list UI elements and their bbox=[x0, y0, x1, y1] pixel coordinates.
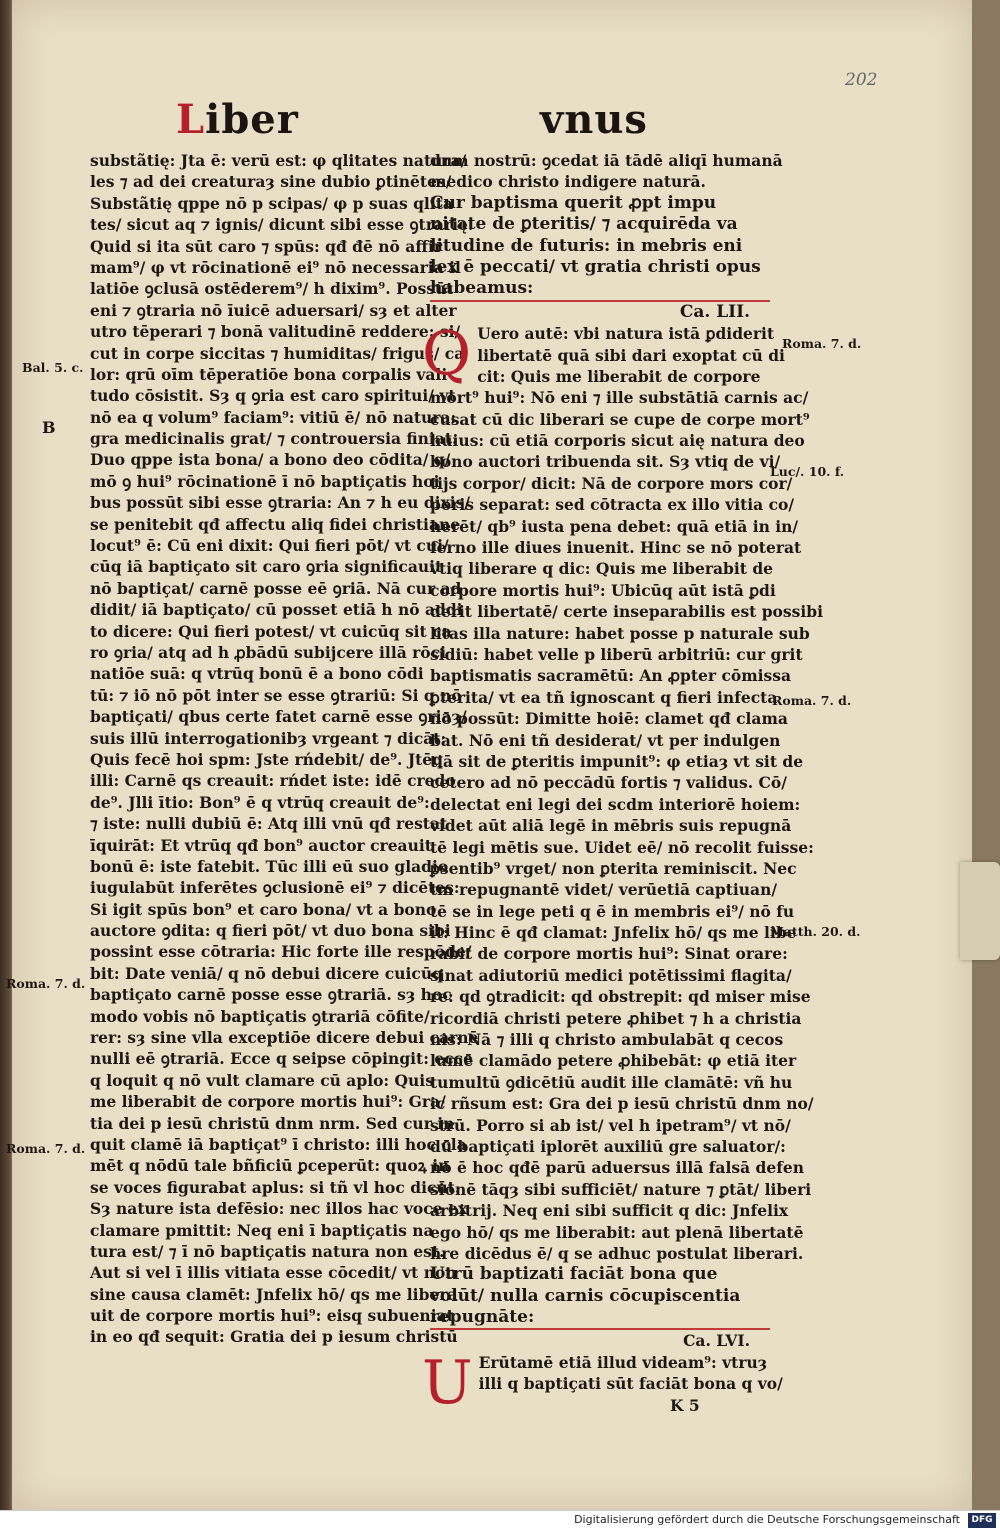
text-line: tē se in lege peti q ē in membris ei⁹/ nō fu bbox=[430, 901, 795, 921]
text-line: Quis fecē hoi spm: Jste rńdebit/ de⁹. Jtēq bbox=[90, 749, 444, 769]
text-line: q loquit q nō vult clamare cū aplo: Quis bbox=[90, 1070, 434, 1090]
text-line: tudo cōsistit. Sȝ q ꝯria est caro spiritui/ vt bbox=[90, 386, 456, 406]
text-line: lumē clamādo petere ꝓhibebāt: φ etiā iter bbox=[430, 1051, 797, 1071]
text-line: Utrū baptizati faciāt bona que bbox=[430, 1264, 718, 1285]
text-line: ferno ille diues inuenit. Hinc se nō poterat bbox=[430, 538, 802, 558]
text-line: locut⁹ ē: Cū eni dixit: Qui fieri pōt/ vt cui/ bbox=[90, 536, 449, 556]
text-line: ⁊ iste: nulli dubiū ē: Atq illi vnū qđ restat bbox=[90, 814, 448, 834]
margin-note-b: B bbox=[42, 418, 56, 437]
margin-note-roma-left-1: Roma. 7. d. bbox=[6, 976, 86, 991]
text-line: tiā sit de ꝑteritis impunit⁹: φ etiaȝ vt sit de bbox=[430, 751, 804, 771]
text-line: nō possūt: Dimitte hoiē: clamet qđ clama bbox=[430, 709, 788, 729]
text-line: cetero ad nō peccādū fortis ⁊ validus. Cō/ bbox=[430, 773, 787, 793]
text-line: illi q baptiçati sūt faciāt bona q vo/ bbox=[478, 1374, 783, 1394]
chapter-heading-52 bbox=[430, 193, 770, 302]
text-line: mēt q nōdū tale bñficiū ꝑceperūt: quoꝝ in bbox=[90, 1156, 450, 1176]
text-line: eni ⁊ ꝯtraria nō īuicē aduersari/ sȝ et alter bbox=[90, 300, 457, 320]
dropcap-u: U bbox=[422, 1347, 473, 1418]
text-line: ꝑterita/ vt ea tñ ignoscant q fieri infecta bbox=[430, 687, 778, 707]
text-line: tes/ sicut aq ⁊ ignis/ dicunt sibi esse ꝯtrarię. bbox=[90, 215, 474, 235]
dfg-logo: DFG bbox=[968, 1513, 996, 1528]
chapter-heading-56 bbox=[430, 1264, 770, 1330]
text-line: sinat adiutoriū medici potētissimi flagita/ bbox=[430, 965, 792, 985]
text-line: se penitebit qđ affectu aliq fidei christiane bbox=[90, 514, 461, 534]
text-line: huius: cū etiā corporis sicut aię natura deo bbox=[430, 431, 805, 451]
text-line: derit libertatē/ certe inseparabilis est possibi bbox=[430, 602, 823, 622]
text-line: re: qd ꝯtradicit: qd obstrepit: qd miser mise bbox=[430, 987, 811, 1007]
text-line: poris separat: sed cōtracta ex illo vitia co/ bbox=[430, 495, 795, 515]
text-line: ego hō/ qs me liberabit: aut plenā libertatē bbox=[430, 1222, 804, 1242]
text-line: lor: qrū oīm tēperatiōe bona corpalis vali bbox=[90, 364, 448, 384]
text-line: nō ē hoc qđē parū aduersus illā falsā defen bbox=[430, 1158, 805, 1178]
text-line: corpore mortis hui⁹: Ubicūq aūt istā ꝑdi bbox=[430, 580, 776, 600]
text-line: hre dicēdus ē/ q se adhuc postulat liberari. bbox=[430, 1243, 804, 1263]
text-line: tm repugnantē videt/ verūetiā captiuan/ bbox=[430, 880, 778, 900]
text-line: delectat eni legi dei scdm interiorē hoiem: bbox=[430, 794, 801, 814]
text-line: nō baptiçat/ carnē posse eē ꝯriā. Nā cur ad bbox=[90, 578, 462, 598]
text-line: tia dei p iesū christū dnm nrm. Sed cur in bbox=[90, 1113, 455, 1133]
text-line: sionē tāqȝ sibi sufficiēt/ nature ⁊ ꝑtāt/ liberi bbox=[430, 1179, 812, 1199]
text-line: mort⁹ hui⁹: Nō eni ⁊ ille substātiā carnis ac/ bbox=[430, 388, 809, 408]
margin-note-matth: Matth. 20. d. bbox=[770, 924, 861, 939]
text-line: les ⁊ ad dei creaturaȝ sine dubio ꝑtinētes/ bbox=[90, 172, 452, 192]
signature-mark: K 5 bbox=[670, 1395, 700, 1415]
text-line: ro ꝯria/ atq ad h ꝓbādū subijcere illā rōci bbox=[90, 642, 446, 662]
text-line: nis: Nā ⁊ illi q christo ambulabāt q cecos bbox=[430, 1030, 784, 1050]
text-line: litudine de futuris: in mebris eni bbox=[430, 235, 743, 256]
text-line: tijs corpor/ dicit: Nā de corpore mors cor/ bbox=[430, 473, 793, 493]
text-line: gra medicinalis grat/ ⁊ controuersia finiat. bbox=[90, 429, 458, 449]
text-line: medico christo indigere naturā. bbox=[430, 172, 706, 192]
text-line: Substãtię qppe nō p scipas/ φ p suas qlita bbox=[90, 193, 453, 213]
running-head-initial: L bbox=[176, 96, 206, 143]
footer-bar bbox=[0, 1510, 1000, 1531]
text-line: bat. Nō eni tñ desiderat/ vt per indulgen bbox=[430, 730, 781, 750]
text-line: rabit de corpore mortis hui⁹: Sinat orare: bbox=[430, 944, 788, 964]
text-line: mam⁹/ φ vt rōcinationē ei⁹ nō necessaria il bbox=[90, 257, 461, 277]
text-line: baptismatis sacramētū: An ꝓpter cōmissa bbox=[430, 666, 792, 686]
text-line: tū: ⁊ iō nō pōt inter se esse ꝯtrariū: Si q nō bbox=[90, 685, 462, 705]
text-line: clamare pmittit: Neq eni ī baptiçatis na bbox=[90, 1220, 434, 1240]
text-line: nō ea q volum⁹ faciam⁹: vitiū ē/ nō natura: bbox=[90, 407, 457, 427]
text-line: bonū ē: iste fatebit. Tūc illi eū suo gladio bbox=[90, 856, 449, 876]
text-line: lex ē peccati/ vt gratia christi opus bbox=[430, 256, 761, 277]
text-line: Si igit spūs bon⁹ et caro bona/ vt a bono bbox=[90, 899, 437, 919]
text-line: in eo qđ sequit: Gratia dei p iesum christū bbox=[90, 1327, 458, 1347]
text-line: sine causa clamēt: Jnfelix hō/ qs me libera bbox=[90, 1284, 458, 1304]
text-line: possint esse cōtraria: Hic forte ille respōde/ bbox=[90, 942, 472, 962]
text-line: cit: Quis me liberabit de corpore bbox=[477, 366, 761, 386]
text-line: videt aūt aliā legē in mēbris suis repugnā bbox=[430, 816, 792, 836]
chapter-number-52: Ca. LII. bbox=[679, 301, 750, 322]
left-text-column bbox=[90, 150, 479, 1348]
text-line: sidiū: habet velle p liberū arbitriū: cur grit bbox=[430, 644, 803, 664]
text-line: cut in corpe siccitas ⁊ humiditas/ frigus/ ca bbox=[90, 343, 465, 363]
text-line: bit: Date veniā/ q nō debui dicere cuicūq bbox=[90, 963, 443, 983]
text-line: substãtię: Jta ē: verū est: φ qlitates natura/ bbox=[90, 151, 467, 170]
text-line: mō ꝯ hui⁹ rōcinationē ī nō baptiçatis hoi bbox=[90, 471, 440, 491]
text-line: habeamus: bbox=[430, 278, 534, 299]
text-line: vtiq liberare q dic: Quis me liberabit de bbox=[430, 559, 774, 579]
footer-credit: Digitalisierung gefördert durch die Deutsche Forschungsgemeinschaft bbox=[574, 1513, 960, 1526]
text-line: tumultū ꝯdicētiū audit ille clamātē: vñ hu bbox=[430, 1072, 793, 1092]
text-line: arbitrij. Neq eni sibi sufficit q dic: Jnfelix bbox=[430, 1201, 789, 1221]
text-line: rer: sȝ sine vlla exceptiōe dicere debui carnē bbox=[90, 1028, 479, 1048]
running-head-right: vnus bbox=[540, 96, 648, 143]
text-line: dū baptiçati iplorēt auxiliū gre saluator/: bbox=[430, 1136, 786, 1156]
text-line: Erūtamē etiā illud videam⁹: vtruȝ bbox=[478, 1352, 768, 1372]
text-line: Sȝ nature ista defēsio: nec illos hac voce ex bbox=[90, 1199, 468, 1219]
text-line: ic rñsum est: Gra dei p iesū christū dnm no/ bbox=[430, 1094, 814, 1114]
text-line: latiōe ꝯclusā ostēderem⁹/ h dixim⁹. Possūt bbox=[90, 279, 454, 299]
text-line: īquirāt: Et vtrūq qđ bon⁹ auctor creauit bbox=[90, 835, 432, 855]
text-line: litas illa nature: habet posse p naturale sub bbox=[430, 623, 810, 643]
text-line: bus possūt sibi esse ꝯtraria: An ⁊ h eu dixis/ bbox=[90, 493, 471, 513]
text-line: cūq iā baptiçato sit caro ꝯria significauit bbox=[90, 557, 443, 577]
chapter-number-56: Ca. LVI. bbox=[683, 1331, 750, 1351]
text-line: Duo qppe ista bona/ a bono deo cōdita/ q/ bbox=[90, 450, 451, 470]
text-line: dnm nostrū: ꝯcedat iā tādē aliqī humanā bbox=[430, 151, 783, 170]
text-line: Aut si vel ī illis vitiata esse cōcedit/ vt non bbox=[90, 1263, 457, 1283]
text-line: auctore ꝯdita: q fieri pōt/ vt duo bona sibi bbox=[90, 921, 451, 941]
text-line: de⁹. Jlli ītio: Bon⁹ ē q vtrūq creauit de⁹: bbox=[90, 792, 430, 812]
text-line: volūt/ nulla carnis cōcupiscentia bbox=[430, 1285, 741, 1306]
text-line: to dicere: Qui fieri potest/ vt cuicūq sit ca bbox=[90, 621, 452, 641]
text-line: repugnāte: bbox=[430, 1307, 535, 1328]
text-line: se voces figurabat aplus: si tñ vl hoc dicūt. bbox=[90, 1177, 461, 1197]
paper-tab bbox=[960, 862, 1000, 960]
text-line: tura est/ ⁊ ī nō baptiçatis natura non est. bbox=[90, 1241, 445, 1261]
text-line: cusat cū dic liberari se cupe de corpe mort⁹ bbox=[430, 409, 810, 429]
margin-note-roma-right-2: Roma. 7. d. bbox=[772, 693, 852, 708]
dropcap-q: Q bbox=[422, 319, 472, 390]
text-line: baptiçato carnē posse esse ꝯtrariā. sȝ hoc bbox=[90, 985, 452, 1005]
margin-note-roma-left-2: Roma. 7. d. bbox=[6, 1141, 86, 1156]
text-line: Cur baptisma querit ꝓpt impu bbox=[430, 192, 717, 213]
margin-note-roma-right-1: Roma. 7. d. bbox=[782, 336, 862, 351]
text-line: herēt/ qb⁹ iusta pena debet: quā etiā in in/ bbox=[430, 516, 799, 536]
text-line: quit clamē iā baptiçat⁹ ī christo: illi hoc cla bbox=[90, 1134, 467, 1154]
running-head-left bbox=[176, 96, 299, 143]
running-head-left-rest: iber bbox=[205, 96, 299, 143]
margin-note-gal: Bal. 5. c. bbox=[22, 360, 84, 375]
margin-note-luce: Luc/. 10. f. bbox=[770, 464, 845, 479]
text-line: nitate de ꝑteritis/ ⁊ acquirēda va bbox=[430, 214, 738, 235]
text-line: suis illū interrogationibȝ vrgeant ⁊ dicāt: bbox=[90, 728, 447, 748]
text-line: didit/ iā baptiçato/ cū posset etiā h nō addi bbox=[90, 600, 463, 620]
text-line: Uero autē: vbi natura istā ꝑdiderit bbox=[477, 324, 775, 344]
text-line: iugulabūt inferētes ꝯclusionē ei⁹ ⁊ dicētes: bbox=[90, 878, 460, 898]
text-line: modo vobis nō baptiçatis ꝯtrariā cōfite/ bbox=[90, 1006, 430, 1026]
text-line: bono auctori tribuenda sit. Sȝ vtiq de vi/ bbox=[430, 452, 781, 472]
text-line: nulli eē ꝯtrariā. Ecce q seipse cōpingit: ecce bbox=[90, 1049, 473, 1069]
text-line: strū. Porro si ab ist/ vel h ipetram⁹/ vt nō/ bbox=[430, 1115, 791, 1135]
text-line: uit de corpore mortis hui⁹: eisq subueniat bbox=[90, 1306, 454, 1326]
text-line: it: Hinc ē qđ clamat: Jnfelix hō/ qs me libe bbox=[430, 923, 797, 943]
text-line: me liberabit de corpore mortis hui⁹: Gra/ bbox=[90, 1092, 446, 1112]
folio-pencil-number: 202 bbox=[845, 70, 878, 90]
text-line: utro tēperari ⁊ bonā valitudinē reddere: si/ bbox=[90, 322, 461, 342]
right-intro bbox=[430, 150, 783, 193]
text-line: libertatē quā sibi dari exoptat cū di bbox=[477, 345, 785, 365]
text-line: baptiçati/ qbus certe fatet carnē esse ꝯriaȝ/ bbox=[90, 707, 467, 727]
text-line: Quid si ita sūt caro ⁊ spūs: qđ đē nō affir bbox=[90, 236, 443, 256]
text-line: ꝑsentib⁹ vrget/ non ꝑterita reminiscit. Nec bbox=[430, 858, 797, 878]
text-line: tē legi mētis sue. Uidet eē/ nō recolit fuisse: bbox=[430, 837, 814, 857]
text-line: illi: Carnē qs creauit: rńdet iste: idē credo bbox=[90, 771, 456, 791]
text-line: ricordiā christi petere ꝓhibet ⁊ h a christia bbox=[430, 1008, 802, 1028]
right-page-edge bbox=[972, 0, 1000, 1510]
text-line: natiōe suā: q vtrūq bonū ē a bono cōdi bbox=[90, 664, 424, 684]
